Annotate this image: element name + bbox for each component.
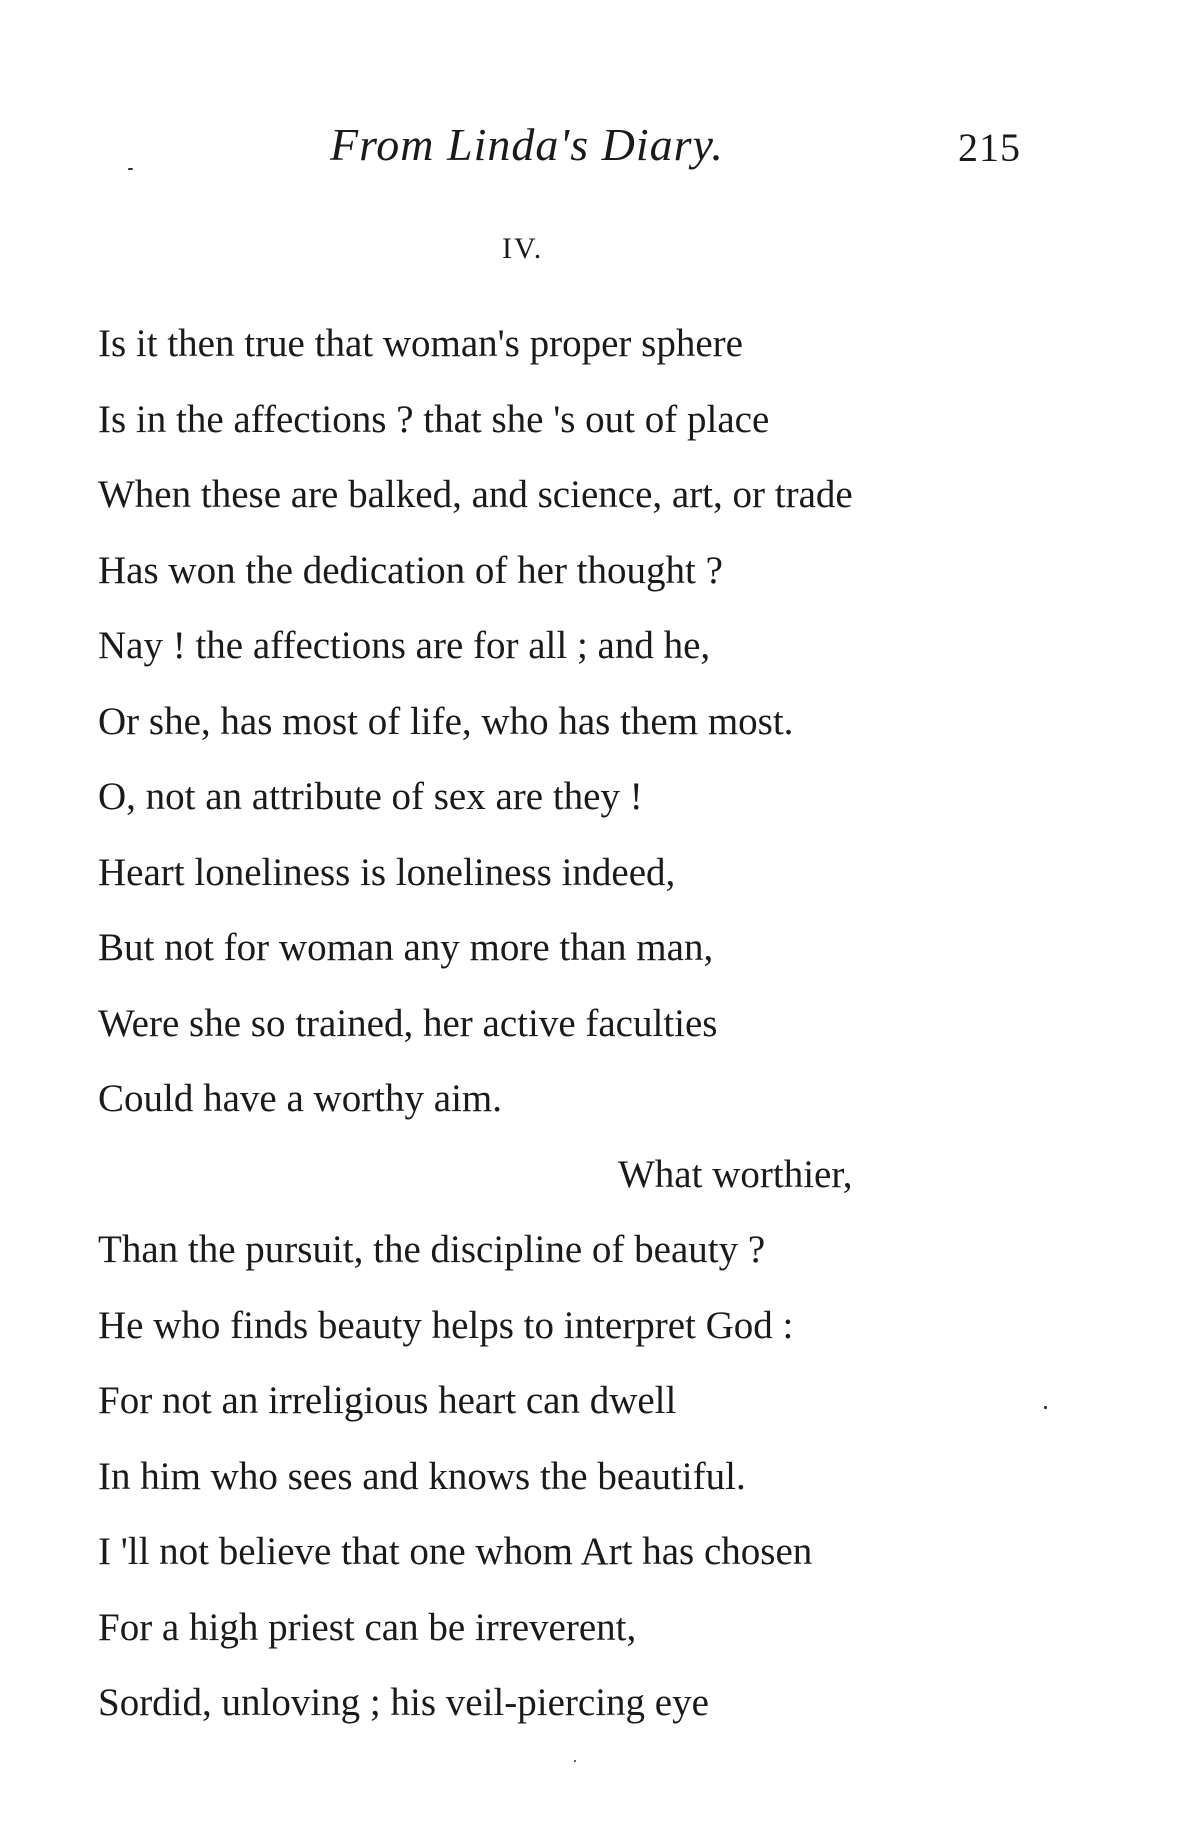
poem-line: Than the pursuit, the discipline of beauty ?	[98, 1228, 766, 1271]
poem-line: Nay ! the affections are for all ; and he,	[98, 624, 711, 667]
print-speck	[1044, 1406, 1047, 1409]
section-numeral: IV.	[502, 232, 544, 265]
poem-line: Could have a worthy aim.	[98, 1077, 502, 1120]
running-head	[0, 118, 1182, 178]
poem-line: Is in the affections ? that she 's out of place	[98, 397, 770, 441]
poem-line: When these are balked, and science, art, or trade	[98, 473, 853, 516]
poem-line: But not for woman any more than man,	[98, 926, 714, 969]
poem-line: Sordid, unloving ; his veil-piercing eye	[98, 1681, 709, 1724]
poem-line: O, not an attribute of sex are they !	[98, 775, 643, 818]
poem-line: In him who sees and knows the beautiful.	[98, 1454, 746, 1498]
page-number: 215	[958, 125, 1021, 170]
print-speck	[128, 168, 133, 170]
poem-line: He who finds beauty helps to interpret God :	[98, 1303, 794, 1347]
poem-line: Or she, has most of life, who has them most.	[98, 699, 794, 743]
poem-line: Heart loneliness is loneliness indeed,	[98, 850, 676, 894]
poem-line: Has won the dedication of her thought ?	[98, 548, 723, 592]
poem-line: I 'll not believe that one whom Art has chosen	[98, 1530, 813, 1573]
poem-line: Is it then true that woman's proper sphere	[98, 322, 743, 365]
running-title: From Linda's Diary.	[330, 119, 724, 170]
poem-line: Were she so trained, her active faculties	[98, 1001, 718, 1045]
poem-body	[98, 306, 1108, 1741]
print-speck	[574, 1760, 576, 1762]
poem-line: For not an irreligious heart can dwell	[98, 1379, 677, 1422]
poem-line: For a high priest can be irreverent,	[98, 1605, 637, 1649]
poem-line-indented: What worthier,	[618, 1152, 853, 1196]
